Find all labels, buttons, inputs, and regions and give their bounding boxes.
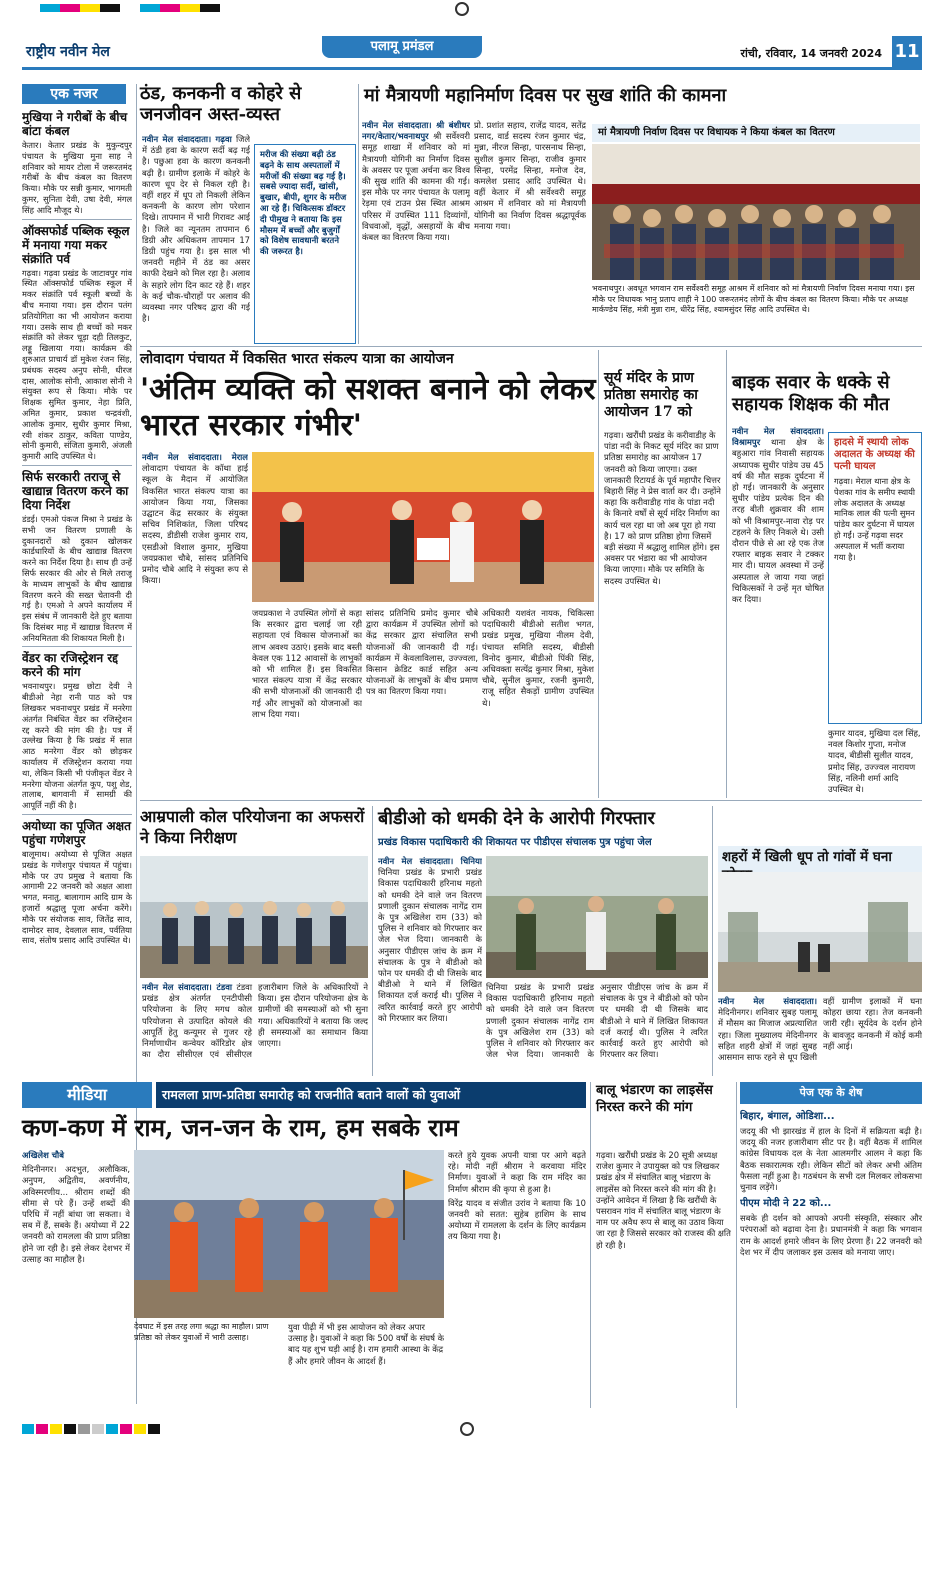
sidebar-item-title: ऑक्सफोर्ड पब्लिक स्कूल में मनाया गया मकर संक्रांति पर्व [22,223,130,266]
media-headline: कण-कण में राम, जन-जन के राम, हम सबके राम [22,1113,459,1142]
masthead [22,36,922,70]
page-number: 11 [892,36,922,68]
registration-mark-bottom [460,1422,474,1436]
ltd-text-3: सांसद प्रतिनिधि प्रमोद कुमार चौबे द्वारा कार्यक्रम में उपस्थित लोगों को केंद्र सरकार द्वारा संचालित सभी योजनाओं की जानकारी दी गई। कार्यक्रम में केवलाविलास, उज्ज्वला, किसान क्रेडिट कार्ड सहित अन्य योजनाओं के लाभुकों के बीच प्रमाण पत्र का वितरण किया गया। [366,608,478,697]
maitrayani-caption: भवनाथपुर। अवधूत भगवान राम सर्वेश्वरी समूह आश्रम में शनिवार को मां मैत्रायणी निर्वाण दिवस मनाया गया। इस मौके पर विधायक भानु प्रताप शाही ने 100 जरूरतमंद लोगों के बीच कंबल का वितरण किया। मौके पर अध्यक्ष मार्कण्डेय सिंह, मंत्री मुन्ना राम, धीरेंद्र सिंह, श्यामसुंदर सिंह आदि उपस्थित थे। [592,284,915,314]
ltd-byline: नवीन मेल संवाददाता। मेराल [142,452,248,462]
cold-byline: नवीन मेल संवाददाता। गढ़वा [142,134,232,144]
sidebar-item-body: भवनाथपुर। प्रमुख छोटा देवी ने बीडीओ नेहा रानी पाठ को पत्र लिखकर भवनाथपुर प्रखंड में मनरेगा अंतर्गत निबंधित वेंडर का रजिस्ट्रेशन रद्द करने की मांग की है। पत्र में उल्लेख किया है कि प्रखंड में सात आठ मनरेगा वेंडर को छोड़कर कार्यालय में रजिस्ट्रेशन कराया गया था, लेकिन किसी भी पंजीकृत वेंडर ने मनरेगा योजना अंतर्गत कूप, पशु शेड, तालाब, बागवानी में सामग्री की आपूर्ति नहीं की है। [22,681,132,811]
ltd-body [142,452,248,792]
maitrayani-headline: मां मैत्रायणी महानिर्माण दिवस पर सुख शांति की कामना [364,85,727,106]
shesh-text-2: सबके ही दर्शन को आपको अपनी संस्कृति, संस्कार और परंपराओं को बढ़ावा देना है। प्रधानमंत्री ने कहा कि भगवान राम के आदर्श हमारे जीवन के लिए प्रेरणा हैं। 22 जनवरी को देश भर में दीप जलाकर इस उत्सव को मनाया जाए। [740,1213,922,1257]
maitrayani-photo [592,144,920,280]
bike-byline: नवीन मेल संवाददाता। विश्रामपुर [732,426,824,448]
sidebar-item-body: गढ़वा। गढ़वा प्रखंड के जाटावपुर गांव स्थित ऑक्सफोर्ड पब्लिक स्कूल में मकर संक्रांति पर्व स्कूली बच्चों के बीच मनाया गया। इस दौरान पतंग प्रतियोगिता का भी आयोजन कराया गया। उसके साथ ही बच्चों को मकर संक्रांति को लेकर चूड़ा दही तिलकुट, लड्डू खिलाया गया। कार्यक्रम की शुरुआत प्राचार्य डॉ मुकेश रंजन सिंह, प्रबंधक सदस्य अनुप सोनी, धीरज दास, आलोक सोनी, आकाश सोनी ने संयुक्त रूप से किया। मौके पर शिक्षक सुमित कुमार, नेहा प्रिति, अमित कुमार, प्रकाश चन्द्रवंशी, आलोक कुमार, सुधीर कुमार मिश्रा, रवी शंकर ठाकुर, कविता पाण्डेय, सोनी कुमारी, संजिता कुमारी, अंजली कुमारी आदि उपस्थित थे। [22,267,132,462]
amrapali-byline: नवीन मेल संवाददाता। टंडवा [142,982,233,992]
sidebar-item [22,224,132,462]
ltd-text-4: अधिकारी यशवंत नायक, चिकित्सा पदाधिकारी बीडीओ सतीश भगत, प्रखंड प्रमुख, मुखिया नीलम देवी, पंचायत समिति सदस्य, बीडीसी विनोद कुमार, बीडीओ पिंकी सिंह, अधिवक्ता सत्येंद्र कुमार मिश्रा, मुकेश चौबे, सुनील कुमार, रजनी कुमारी, राजू सहित सैकड़ों ग्रामीण उपस्थित थे। [482,608,594,708]
section-label: पलामू प्रमंडल [322,36,482,58]
media-body-2: युवा पीढ़ी में भी इस आयोजन को लेकर अपार उत्साह है। युवाओं ने कहा कि 500 वर्षों के संघर्ष के बाद यह शुभ घड़ी आई है। राम हमारी आस्था के केंद्र हैं और हमारे जीवन के आदर्श हैं। [288,1322,444,1366]
sidebar-item [22,110,132,216]
ltd-body-3 [366,608,478,792]
fog-byline: नवीन मेल संवाददाता। [718,996,817,1006]
bdo-byline: नवीन मेल संवाददाता। चिनिया [378,856,482,866]
sidebar-item-body: बालूमाथ। अयोध्या से पूजित अक्षत प्रखंड के गणेशपुर पंचायत में पहुंचा। मौके पर उप प्रमुख ने बताया कि आगामी 22 जनवरी को अक्षत आशा भगत, मनातु, बालागाम आदि ग्राम के हजारों श्रद्धालु पूजा अर्चना करेंगे। मौके पर संयोजक साव, जितेंद्र साव, दामोदर साव, देवलाल साव, पर्वतिया साव, संतोष प्रसाद आदि उपस्थित थे। [22,849,132,946]
sidebar-item [22,819,132,946]
ltd-kicker: लोवादाग पंचायत में विकसित भारत संकल्प यात्रा का आयोजन [140,351,454,367]
sidebar-tab: एक नजर [22,84,126,104]
sidebar-item-title: सिर्फ सरकारी तराजू से खाद्यान्न वितरण करने का दिया निर्देश [22,469,129,512]
ltd-text: लोवादाग पंचायत के कॉथा हाई स्कूल के मैदान में आयोजित विकसित भारत संकल्प यात्रा का आयोजन किया गया, जिसका उद्घाटन केंद्र सरकार के संयुक्त सचिव निशिकांत, जिला परिषद सदस्य, डीडीसी राजेश कुमार राय, एसडीओ विशाल कुमार, मुखिया जयप्रकाश चौबे, सांसद प्रतिनिधि प्रमोद चौबे आदि ने संयुक्त रूप से किया। [142,463,248,586]
media-text-1: मेदिनीनगर। अदभुत, अलौकिक, अनुपम, अद्वितीय, अवर्णनीय, अविस्मरणीय... श्रीराम शब्दों की सीमा से परे हैं। उन्हें शब्दों की परिधि में नहीं बांधा जा सकता। वे सब में हैं, सबके हैं। अयोध्या में 22 जनवरी को रामलला की प्राण प्रतिष्ठा होने जा रही है। इसे लेकर देशभर में उत्साह का माहौल है। [22,1164,130,1264]
bike-headline: बाइक सवार के धक्के से सहायक शिक्षक की मौत [732,372,890,415]
sidebar-item-body: केतार। केतार प्रखंड के मुकुन्दपुर पंचायत के मुखिया मुना साह ने शनिवार को मायर टोला में जरूरतमंद गरीबों के बीच कंबल का वितरण किया। मौके पर सन्नी कुमार, भागमती कुमर, सुनिता देवी, उषा देवी, मंगल सिंह आदि मौजूद थे। [22,140,132,215]
balu-headline: बालू भंडारण का लाइसेंस निरस्त करने की मांग [596,1083,713,1115]
shesh-title-1: बिहार, बंगाल, ओडिशा... [740,1111,835,1122]
shesh-tab: पेज एक के शेष [740,1082,922,1104]
maitrayani-body-2 [474,120,586,344]
media-tab: मीडिया [22,1082,152,1108]
ltd-headline: 'अंतिम व्यक्ति को सशक्त बनाने को लेकर भारत सरकार गंभीर' [140,372,596,443]
surya-headline: सूर्य मंदिर के प्राण प्रतिष्ठा समारोह का आयोजन 17 को [604,370,698,420]
surya-body: गढ़वा। खरौंधी प्रखंड के करीवाडीह के पांडा नदी के निकट सूर्य मंदिर का प्राण प्रतिष्ठा समारोह का आयोजन 17 जनवरी को किया जाएगा। उक्त जानकारी रिटायर्ड के पूर्व महापौर चित्तर बिहारी सिंह ने प्रेस वार्ता कर दी। उन्होंने कहा कि करीवाडीह गांव के पांडा नदी के किनारे वर्षों से सूर्य मंदिर निर्माण का कार्य चल रहा था जो अब पूरा हो गया है। 17 को प्राण प्रतिष्ठा होगा जिसमें बड़ी संख्या में श्रद्धालु शामिल होंगे। इस अवसर पर भंडारा का भी आयोजन किया जाएगा। मौके पर समिति के सदस्य उपस्थित थे। [604,430,721,586]
cold-body [142,134,250,344]
amrapali-headline: आम्रपाली कोल परियोजना का अफसरों ने किया निरीक्षण [140,807,365,847]
print-color-bar [40,4,220,12]
shesh-text-1: जदयू की भी झारखंड में हाल के दिनों में सक्रियता बढ़ी है। जदयू की नजर हजारीबाग सीट पर है। वहीं बैठक में शामिल कांग्रेस विधायक दल के नेता आलमगीर आलम ने कहा कि बैठक सकारात्मक रही। लेकिन सीटों को लेकर अभी अंतिम फैसला नहीं हुआ है। गठबंधन के सभी दल मिलकर लोकसभा चुनाव लड़ेंगे। [740,1126,922,1193]
maitrayani-byline: नवीन मेल संवाददाता। श्री बंशीधर नगर/केतार/भवनाथपुर [362,120,470,142]
ltd-text-2: जयप्रकाश ने उपस्थित लोगों से कहा कि सरकार द्वारा चलाई जा रही सहायता एवं विकास योजनाओं का लाभ अवश्य उठाएं। इसके बाद बस्ती केवल एक 112 आवासों के लाभुकों को भी शामिल हैं। इस विकसित भारत संकल्प यात्रा में केंद्र सरकार की सभी योजनाओं की जानकारी दी गई और लाभुकों को योजनाओं का लाभ दिया गया। [252,608,362,719]
sidebar-item [22,470,132,644]
sidebar-item [22,651,132,811]
amrapali-photo [140,856,368,978]
sidebar-item-title: वेंडर का रजिस्ट्रेशन रद्द करने की मांग [22,651,119,680]
bdo-text-2: चिनिया प्रखंड के प्रभारी प्रखंड विकास पदाधिकारी हरिनाथ महतो को धमकी देने वाले जन वितरण प्रणाली दुकान संचालक नागेंद्र राम के पुत्र अखिलेश राम (33) को पुलिस ने शनिवार को गिरफ्तार कर जेल भेज दिया। जानकारी के अनुसार पीडीएस जांच के क्रम में संचालक के पुत्र ने बीडीओ को फोन पर धमकी दी थी जिसके बाद बीडीओ ने थाने में लिखित शिकायत दर्ज कराई थी। पुलिस ने त्वरित कार्रवाई करते हुए आरोपी को गिरफ्तार कर लिया। [486,982,708,1060]
bike-pullquote [828,432,922,724]
media-photo-caption: देवघाट में इस तरह लगा श्रद्धा का माहौल। प्राण प्रतिष्ठा को लेकर युवाओं में भारी उत्साह। [134,1322,269,1342]
maitrayani-photo-title: मां मैत्रायणी निर्वाण दिवस पर विधायक ने किया कंबल का वितरण [592,124,920,142]
ltd-body-4 [482,608,594,792]
bike-text: थाना क्षेत्र के बहुआरा गांव निवासी सहायक अध्यापक सुधीर पांडेय उम्र 45 वर्ष की मौत सड़क दुर्घटना में हो गई। जानकारी के अनुसार सुधीर पांडेय प्रत्येक दिन की तरह बीती शुक्रवार की शाम को भी विश्रामपुर-नावा रोड़ पर टहलने के लिए निकले थे। उसी दौरान पीछे से आ रहे एक तेज रफ्तार बाइक सवार ने टक्कर मार दी। घायल अवस्था में उन्हें अस्पताल ले जाया गया जहां चिकित्सकों ने उन्हें मृत घोषित कर दिया। [732,437,824,605]
media-banner: रामलला प्राण-प्रतिष्ठा समारोह को राजनीति बताने वालों को युवाओं [156,1082,586,1108]
maitrayani-text-2: प्रो. प्रशांत सहाय, राजेंद्र यादव, सतेंद्र प्रसाद, वार्ड सदस्य रंजन कुमार चंद्र, मुन्ना, नीरज सिन्हा, पारसनाथ सिन्हा, सुशील कुमार सिन्हा, राजीव कुमार सिन्हा, परमेंद्र सिन्हा, मनोज देव, कमलेश प्रसाद आदि उपस्थित थे। वहीं केतार में श्री सर्वेश्वरी समूह आश्रम में शनिवार को मां मैत्रायणी योगिनी का निर्वाण दिवस श्रद्धापूर्वक मनाया गया। [474,120,586,231]
balu-body: गढ़वा। खरौंधी प्रखंड के 20 सूत्री अध्यक्ष राजेश कुमार ने उपायुक्त को पत्र लिखकर प्रखंड क्षेत्र में संचालित बालू भंडारण के लाइसेंस को निरस्त करने की मांग की है। उन्होंने आवेदन में लिखा है कि खरौंधी के पसरावन गांव में संचालित बालू भंडारण के नाम पर अवैध रूप से बालू का उठाव किया जा रहा है जिससे सरकार को राजस्व की क्षति हो रही है। [596,1150,731,1250]
registration-mark [455,2,469,16]
bike-pullquote-body: गढ़वा। मेराल थाना क्षेत्र के पेशका गांव के समीप स्थायी लोक अदालत के अध्यक्ष मानिक लाल की पत्नी सुमन पांडेय कार दुर्घटना में घायल हो गईं। उन्हें गढ़वा सदर अस्पताल में भर्ती कराया गया है। [834,476,916,562]
ltd-body-2 [252,608,362,792]
fog-body [718,996,922,1076]
bdo-kicker: प्रखंड विकास पदाधिकारी की शिकायत पर पीडीएस संचालक पुत्र पहुंचा जेल [378,837,652,848]
fog-headline: शहरों में खिली धूप तो गांवों में घना [718,846,922,886]
media-byline: अखिलेश चौबे [22,1150,64,1160]
bdo-photo-caption-area [486,982,708,1074]
ltd-photo [252,452,594,602]
maitrayani-body [362,120,470,344]
maitrayani-text: श्री सर्वेश्वरी समूह शाखा में शनिवार को मां मैत्रायणी योगिनी का निर्माण दिवस के अवसर पर पूजा अर्चना कर विश्व की सुख शांति की कामना की गई। इस मौके पर नगर पंचायत के पलामू रेड़मा एवं टाउन प्रेस स्थित आश्रम परिसर में उपस्थित 111 दिव्यांगों, विधवाओं, वृद्धों, असहायों के बीच कंबल का वितरण किया गया। [362,131,470,243]
sidebar-item-title: अयोध्या का पूजित अक्षत पहुंचा गणेशपुर [22,819,131,848]
amrapali-text: टंडवा प्रखंड क्षेत्र अंतर्गत एनटीपीसी परियोजना के लिए मगध कोल परियोजना से उत्पादित कोयले की आपूर्ति हेतु कन्यूमर से गुजर रहे निर्माणाधीन कन्वेयर कॉरिडोर क्षेत्र का दौरा सीसीएल एवं सीसीएल हजारीबाग जिले के अधिकारियों ने किया। इस दौरान परियोजना क्षेत्र के ग्रामीणों की समस्याओं को भी सुना गया। अधिकारियों ने बताया कि जल्द ही समस्याओं का समाधान किया जाएगा। [142,982,368,1060]
bdo-text: चिनिया प्रखंड के प्रभारी प्रखंड विकास पदाधिकारी हरिनाथ महतो को धमकी देने वाले जन वितरण प्रणाली दुकान संचालक नागेंद्र राम के पुत्र अखिलेश राम (33) को पुलिस ने शनिवार को गिरफ्तार कर जेल भेज दिया। जानकारी के अनुसार पीडीएस जांच के क्रम में संचालक के पुत्र ने बीडीओ को फोन पर धमकी दी थी जिसके बाद बीडीओ ने थाने में लिखित शिकायत दर्ज कराई थी। पुलिस ने त्वरित कार्रवाई करते हुए आरोपी को गिरफ्तार कर लिया। [378,867,482,1023]
sidebar-item-body: डंडई। एमओ पंकज मिश्रा ने प्रखंड के सभी जन वितरण प्रणाली के दुकानदारों को दुकान खोलकर कार्डधारियों के बीच खाद्यान्न वितरण करने का निर्देश दिया है। साथ ही उन्हें सिर्फ सरकार की ओर से मिले तराजू के माध्यम लाभुकों के बीच खाद्यान्न वितरण करने की सख्त चेतावनी दी गई है। एमओ ने अपने कार्यालय में इस संबंध में जानकारी देते हुए बताया कि दिसंबर माह में खाद्यान्न वितरण में अनियमितता की शिकायत मिली है। [22,513,132,643]
amrapali-body [142,982,368,1076]
cold-pullquote: मरीज की संख्या बढ़ी ठंड बढ़ने के साथ अस्पतालों में मरीजों की संख्या बढ़ गई है। सबसे ज्यादा सर्दी, खांसी, बुखार, बीपी, शुगर के मरीज आ रहे हैं। चिकित्सक डॉक्टर दी पीमुख ने बताया कि इस मौसम में बच्चों और बुजुर्गों को विशेष सावधानी बरतने की जरूरत है। [254,144,356,344]
sidebar-item-title: मुखिया ने गरीबों के बीच बांटा कंबल [22,110,128,138]
bdo-headline: बीडीओ को धमकी देने के आरोपी गिरफ्तार [378,808,655,829]
dateline: रांची, रविवार, 14 जनवरी 2024 [740,47,882,60]
fog-photo [718,872,922,992]
bike-body-2: कुमार यादव, मुखिया दल सिंह, नवल किशोर गुप्ता, मनोज यादव, बीडीसी सुलीत यादव, प्रमोद सिंह, उज्ज्वल नारायण सिंह, नलिनी शर्मा आदि उपस्थित थे। [828,728,921,794]
fog-text: मेदिनीनगर। शनिवार सुबह पलामू में मौसम का मिजाज अप्रत्याशित रहा। जिला मुख्यालय मेदिनीनगर सहित शहरी क्षेत्रों में जहां सुबह आसमान साफ रहने से धूप खिली वहीं ग्रामीण इलाकों में घना कोहरा छाया रहा। तेज कनकनी जारी रही। सूर्यदेव के दर्शन होने के बावजूद कनकनी में कोई कमी नहीं आई। [718,996,922,1063]
media-body-1 [22,1150,130,1405]
cold-headline: ठंड, कनकनी व कोहरे से जनजीवन अस्त-व्यस्त [140,83,302,125]
bdo-body [378,856,482,1074]
bike-pullquote-title: हादसे में स्थायी लोक अदालत के अध्यक्ष की पत्नी घायल [834,437,915,472]
media-text-3: विरेंद्र यादव व संजीत उरांव ने बताया कि 10 जनवरी को सतत: सुहेब हाशिम के साथ अयोध्या में रामलला के दर्शन के लिए कार्यक्रम तय किया गया है। [448,1197,586,1242]
paper-name: राष्ट्रीय नवीन मेल [26,44,110,60]
media-photo [134,1150,444,1318]
cold-text: जिले में ठंडी हवा के कारण सर्दी बढ़ गई है। पछुआ हवा के कारण कनकनी बढ़ी है। ग्रामीण इलाके में कोहरे के कारण धूप देर से निकल रही है। वहीं शहर में धूप तो निकली लेकिन कनकनी के कारण लोग परेशान दिखे। तापमान में भारी गिरावट आई है। जिले का न्यूनतम तापमान 6 डिग्री और अधिकतम तापमान 17 डिग्री पहुंच गया है। इस साल भी जनवरी महीने में ठंड का असर काफी देखने को मिल रहा है। अलाव के सहारे लोग दिन काट रहे हैं। शहर के कई चौक-चौराहों पर अलाव की व्यवस्था नगर परिषद द्वारा की गई है। [142,134,250,324]
bdo-photo [486,856,708,978]
shesh-title-2: पीएम मोदी ने 22 को... [740,1198,832,1210]
shesh-body [740,1106,922,1406]
media-text-4: करते हुये युवक अपनी यात्रा पर आगे बढ़ते रहे। मोदी नहीं श्रीराम ने करवाया मंदिर निर्माण। युवाओं ने कहा कि राम मंदिर का निर्माण श्रीराम की कृपा से हुआ है। [448,1150,586,1194]
media-body-4 [448,1150,586,1405]
bike-body [732,426,824,724]
